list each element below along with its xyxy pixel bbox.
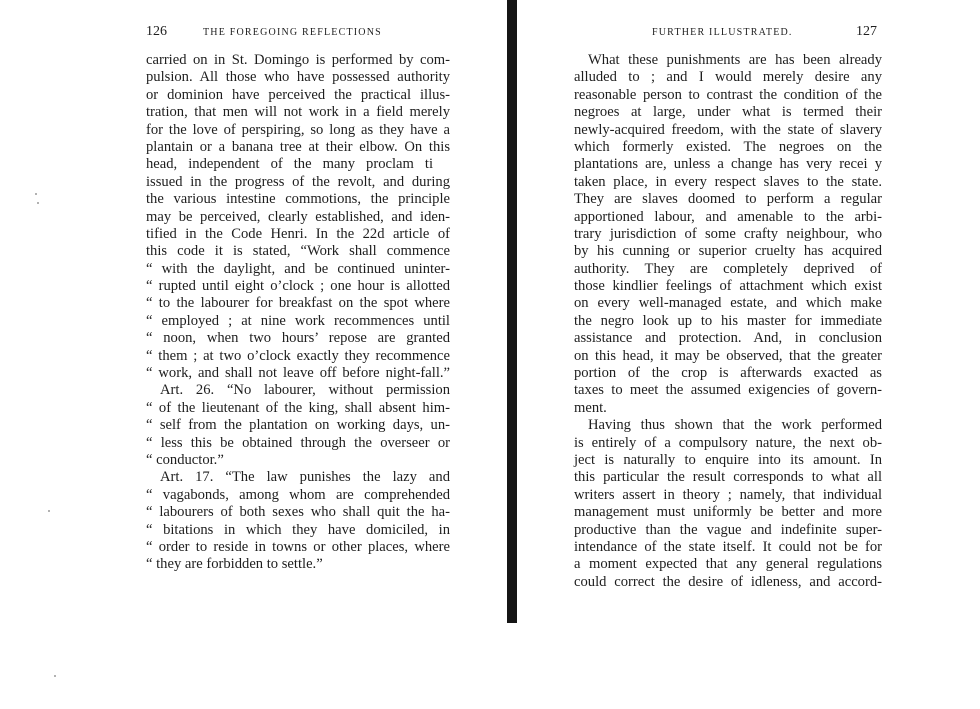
text-line: What these punishments are has been already — [588, 52, 882, 68]
text-line: “ labourers of both sexes who shall quit the ha- — [146, 504, 450, 521]
text-line: negroes at large, under what is termed their — [574, 104, 882, 121]
text-line: “ order to reside in towns or other places, where — [146, 538, 450, 555]
text-line: portion of the crop is afterwards exacted as — [574, 365, 882, 382]
text-line: pulsion. All those who have possessed authority — [146, 69, 450, 86]
text-line: “ rupted until eight o’clock ; one hour is allotted — [146, 278, 450, 295]
text-line: tified in the Code Henri. In the 22d article of — [146, 225, 450, 242]
text-line: by his cunning or superior cruelty has acquired — [574, 243, 882, 260]
text-line: which formerly existed. The negroes on the — [574, 138, 882, 155]
text-line: apportioned labour, and amenable to the arbi- — [574, 208, 882, 225]
text-line: Having thus shown that the work performed — [588, 417, 882, 434]
text-line: “ vagabonds, among whom are comprehended — [146, 486, 450, 503]
right-page-number: 127 — [856, 24, 877, 39]
right-page — [517, 0, 980, 709]
text-line: “ to the labourer for breakfast on the spot where — [146, 295, 450, 312]
text-line: “ they are forbidden to settle.” — [146, 556, 323, 573]
text-line: “ less this be obtained through the overseer or — [146, 434, 450, 451]
text-line: on this head, it may be observed, that the greater — [574, 347, 882, 364]
text-line: writers assert in theory ; namely, that individual — [574, 486, 882, 503]
right-body-text — [574, 52, 882, 591]
text-line: “ bitations in which they have domiciled, in — [146, 521, 450, 538]
text-line: this code it is stated, “Work shall commence — [146, 243, 450, 260]
text-line: or dominion have perceived the practical illus- — [146, 86, 450, 103]
text-line: Art. 26. “No labourer, without permission — [160, 382, 450, 399]
left-body-text — [146, 52, 450, 574]
book-gutter — [507, 0, 517, 623]
text-line: taxes to meet the assumed exigencies of govern- — [574, 382, 882, 399]
left-running-head: THE FOREGOING REFLECTIONS — [203, 27, 382, 38]
text-line: “ of the lieutenant of the king, shall absent him- — [146, 399, 450, 416]
scan-speck — [48, 510, 50, 512]
text-line: intendance of the state itself. It could not be for — [574, 538, 882, 555]
text-line: “ employed ; at nine work recommences until — [146, 312, 450, 329]
text-line: the negro look up to his master for immediate — [574, 312, 882, 329]
text-line: authority. They are completely deprived of — [574, 260, 882, 277]
text-line: plantain or a banana tree at their elbow. On this — [146, 138, 450, 155]
text-line: those kindlier feelings of attachment which exist — [574, 278, 882, 295]
text-line: “ with the daylight, and be continued uninter- — [146, 260, 450, 277]
text-line: on every well-managed estate, and which make — [574, 295, 882, 312]
text-line: reasonable person to contrast the condition of the — [574, 86, 882, 103]
text-line: They are slaves doomed to perform a regular — [574, 191, 882, 208]
text-line: assistance and protection. And, in conclusion — [574, 330, 882, 347]
text-line: issued in the progress of the revolt, and during — [146, 173, 450, 190]
text-line: for the love of perspiring, so long as they have a — [146, 121, 450, 138]
text-line: is entirely of a compulsory nature, the next ob- — [574, 434, 882, 451]
text-line: tration, that men will not work in a field merely — [146, 104, 450, 121]
text-line: the various intestine commotions, the principle — [146, 191, 450, 208]
text-line: this particular the result corresponds to what all — [574, 469, 882, 486]
left-page-number: 126 — [146, 24, 167, 39]
text-line: could correct the desire of idleness, and accord- — [574, 573, 882, 590]
scan-speck — [35, 193, 37, 195]
text-line: trary jurisdiction of some crafty neighbour, who — [574, 225, 882, 242]
text-line: alluded to ; and I would merely desire any — [574, 69, 882, 86]
text-line: ment. — [574, 399, 607, 416]
text-line: plantations are, unless a change has very recei y — [574, 156, 882, 173]
text-line: head, independent of the many proclam ti — [146, 156, 433, 173]
scan-speck — [54, 675, 56, 677]
text-line: carried on in St. Domingo is performed by com- — [146, 52, 450, 68]
text-line: productive than the vague and indefinite super- — [574, 521, 882, 538]
text-line: taken place, in every respect slaves to the state. — [574, 173, 882, 190]
text-line: management must uniformly be better and more — [574, 504, 882, 521]
text-line: may be perceived, clearly established, and iden- — [146, 208, 450, 225]
text-line: ject is naturally to enquire into its amount. In — [574, 451, 882, 468]
text-line: “ them ; at two o’clock exactly they recommence — [146, 347, 450, 364]
text-line: “ self from the plantation on working days, un- — [146, 417, 450, 434]
text-line: “ work, and shall not leave off before night-fall.” — [146, 365, 450, 382]
text-line: “ noon, when two hours’ repose are granted — [146, 330, 450, 347]
text-line: a moment expected that any general regulations — [574, 556, 882, 573]
right-running-head: FURTHER ILLUSTRATED. — [652, 27, 793, 38]
text-line: Art. 17. “The law punishes the lazy and — [160, 469, 450, 486]
text-line: “ conductor.” — [146, 451, 224, 468]
text-line: newly-acquired freedom, with the state of slavery — [574, 121, 882, 138]
scan-speck — [37, 202, 39, 204]
